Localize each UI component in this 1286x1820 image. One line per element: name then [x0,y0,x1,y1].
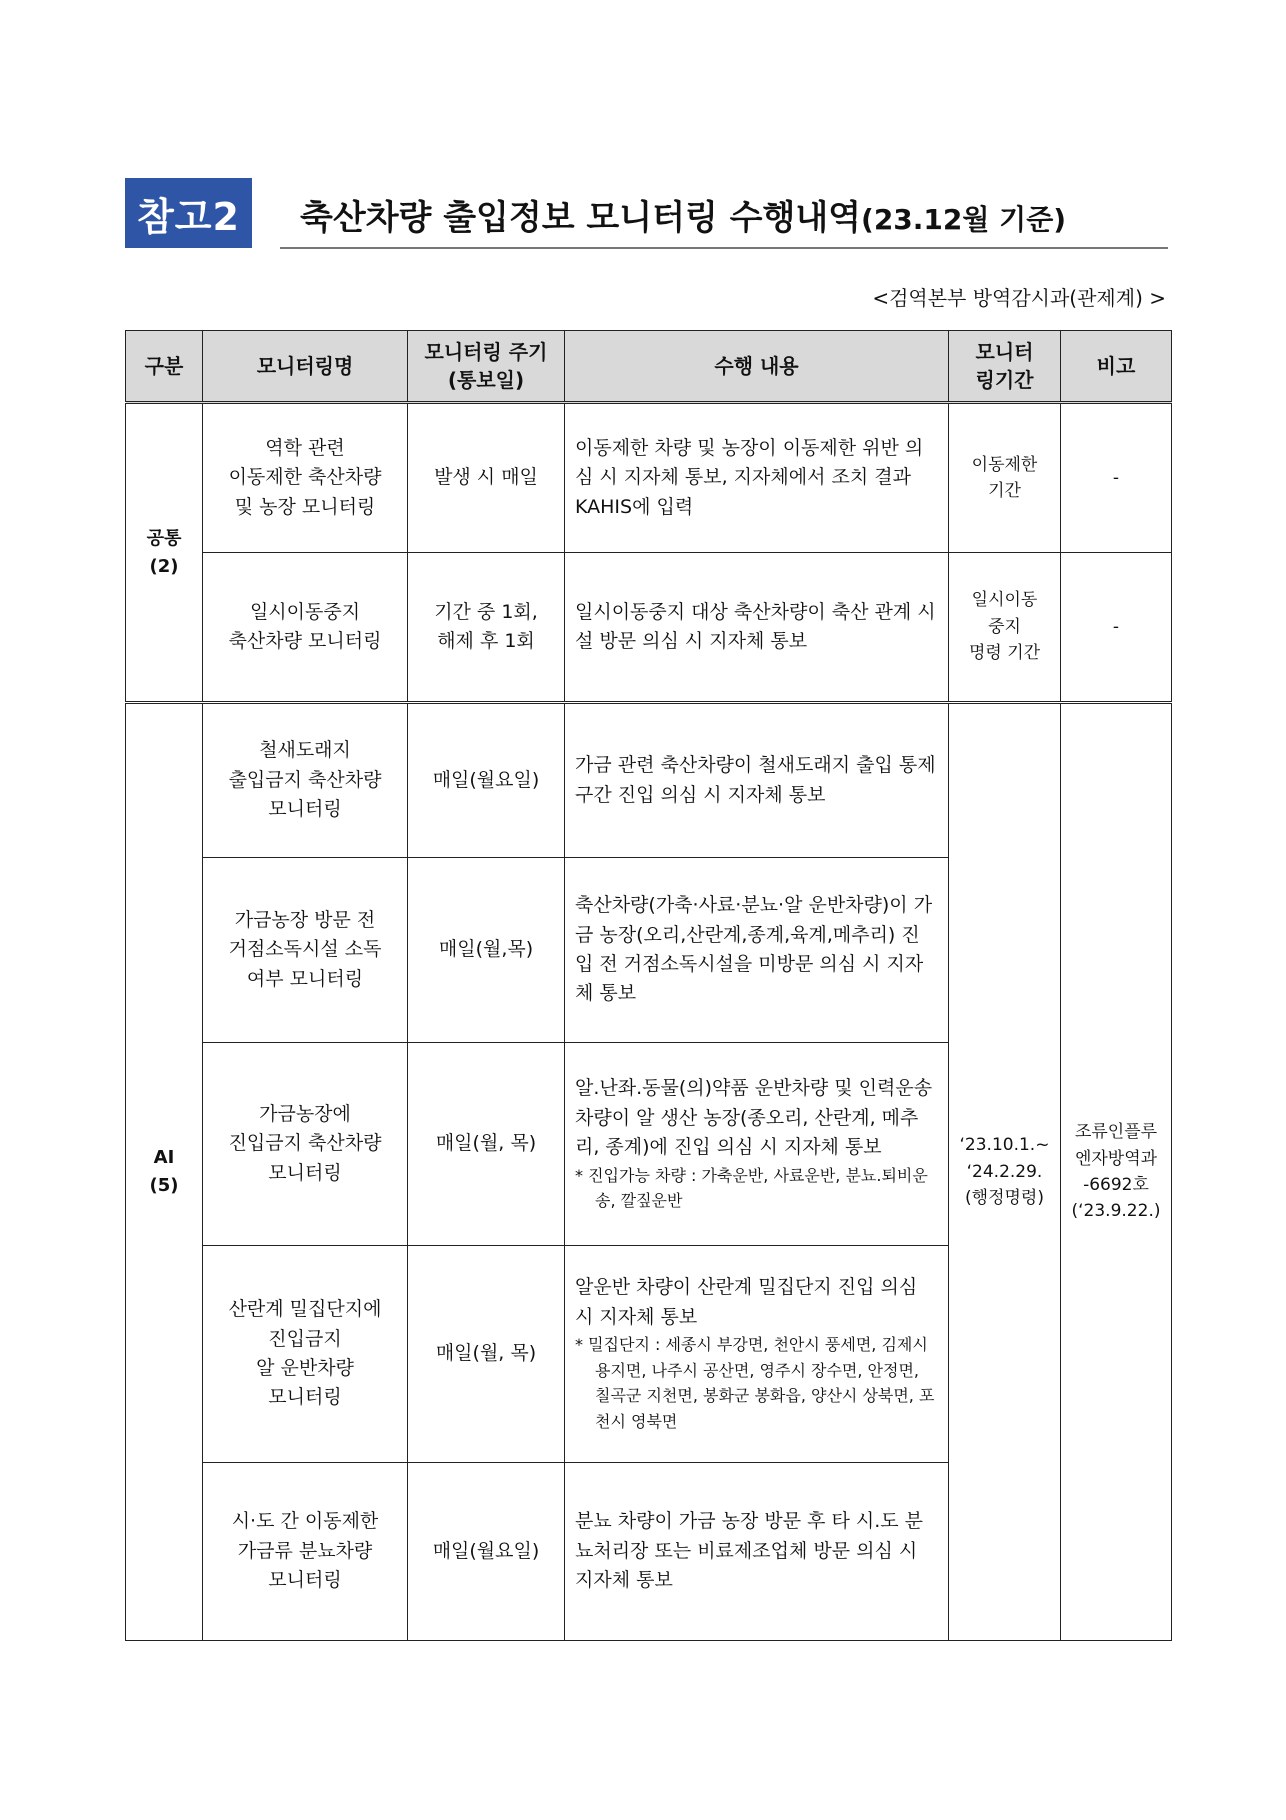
title-date: (23.12월 기준) [861,203,1067,236]
header-row [126,331,1172,403]
monitoring-name: 산란계 밀집단지에 진입금지 알 운반차량 모니터링 [203,1246,408,1463]
monitoring-remark: - [1061,553,1172,703]
page-title [300,190,1066,239]
monitoring-content: 분뇨 차량이 가금 농장 방문 후 타 시.도 분뇨처리장 또는 비료제조업체 방문 의심 시 지자체 통보 [565,1463,949,1641]
table-row [126,403,1172,553]
monitoring-name: 역학 관련 이동제한 축산차량 및 농장 모니터링 [203,403,408,553]
monitoring-cycle: 매일(월요일) [408,703,565,858]
ai-remark: 조류인플루 엔자방역과 -6692호 (‘23.9.22.) [1061,703,1172,1641]
col-monitoring-name: 모니터링명 [203,331,408,403]
monitoring-table [125,330,1172,1641]
monitoring-cycle: 기간 중 1회, 해제 후 1회 [408,553,565,703]
monitoring-period: 일시이동 중지 명령 기간 [949,553,1061,703]
col-period: 모니터 링기간 [949,331,1061,403]
content-note: * 밀집단지 : 세종시 부강면, 천안시 풍세면, 김제시 용지면, 나주시 공산면, 영주시 장수면, 안정면, 칠곡군 지천면, 봉화군 봉화읍, 양산시 상북면, 포천시 영북면 [575,1335,935,1432]
monitoring-cycle: 매일(월, 목) [408,1246,565,1463]
monitoring-content [565,1043,949,1246]
content-note: * 진입가능 차량 : 가축운반, 사료운반, 분뇨.퇴비운송, 깔짚운반 [575,1165,928,1211]
title-text: 축산차량 출입정보 모니터링 수행내역 [300,198,862,238]
monitoring-content: 가금 관련 축산차량이 철새도래지 출입 통제 구간 진입 의심 시 지자체 통보 [565,703,949,858]
department-label: <검역본부 방역감시과(관제계) > [872,286,1166,310]
monitoring-name: 가금농장 방문 전 거점소독시설 소독 여부 모니터링 [203,858,408,1043]
group-ai: AI (5) [126,703,203,1641]
monitoring-cycle: 매일(월,목) [408,858,565,1043]
group-common: 공통 (2) [126,403,203,703]
monitoring-name: 일시이동중지 축산차량 모니터링 [203,553,408,703]
monitoring-remark: - [1061,403,1172,553]
monitoring-content: 이동제한 차량 및 농장이 이동제한 위반 의심 시 지자체 통보, 지자체에서 조치 결과 KAHIS에 입력 [565,403,949,553]
col-cycle: 모니터링 주기 (통보일) [408,331,565,403]
monitoring-cycle: 매일(월, 목) [408,1043,565,1246]
col-category: 구분 [126,331,203,403]
content-text: 알운반 차량이 산란계 밀집단지 진입 의심 시 지자체 통보 [575,1276,918,1328]
col-remark: 비고 [1061,331,1172,403]
monitoring-content [565,1246,949,1463]
monitoring-cycle: 매일(월요일) [408,1463,565,1641]
monitoring-name: 가금농장에 진입금지 축산차량 모니터링 [203,1043,408,1246]
monitoring-content: 축산차량(가축·사료·분뇨·알 운반차량)이 가금 농장(오리,산란계,종계,육계,메추리) 진입 전 거점소독시설을 미방문 의심 시 지자체 통보 [565,858,949,1043]
reference-badge: 참고2 [125,178,252,248]
table-row [126,703,1172,858]
col-content: 수행 내용 [565,331,949,403]
monitoring-period: 이동제한 기간 [949,403,1061,553]
content-text: 알.난좌.동물(의)약품 운반차량 및 인력운송 차량이 알 생산 농장(종오리, 산란계, 메추리, 종계)에 진입 의심 시 지자체 통보 [575,1077,933,1159]
monitoring-name: 철새도래지 출입금지 축산차량 모니터링 [203,703,408,858]
title-divider [280,247,1168,249]
monitoring-cycle: 발생 시 매일 [408,403,565,553]
table-row [126,553,1172,703]
monitoring-content: 일시이동중지 대상 축산차량이 축산 관계 시설 방문 의심 시 지자체 통보 [565,553,949,703]
monitoring-name: 시·도 간 이동제한 가금류 분뇨차량 모니터링 [203,1463,408,1641]
ai-period: ‘23.10.1.~ ‘24.2.29. (행정명령) [949,703,1061,1641]
